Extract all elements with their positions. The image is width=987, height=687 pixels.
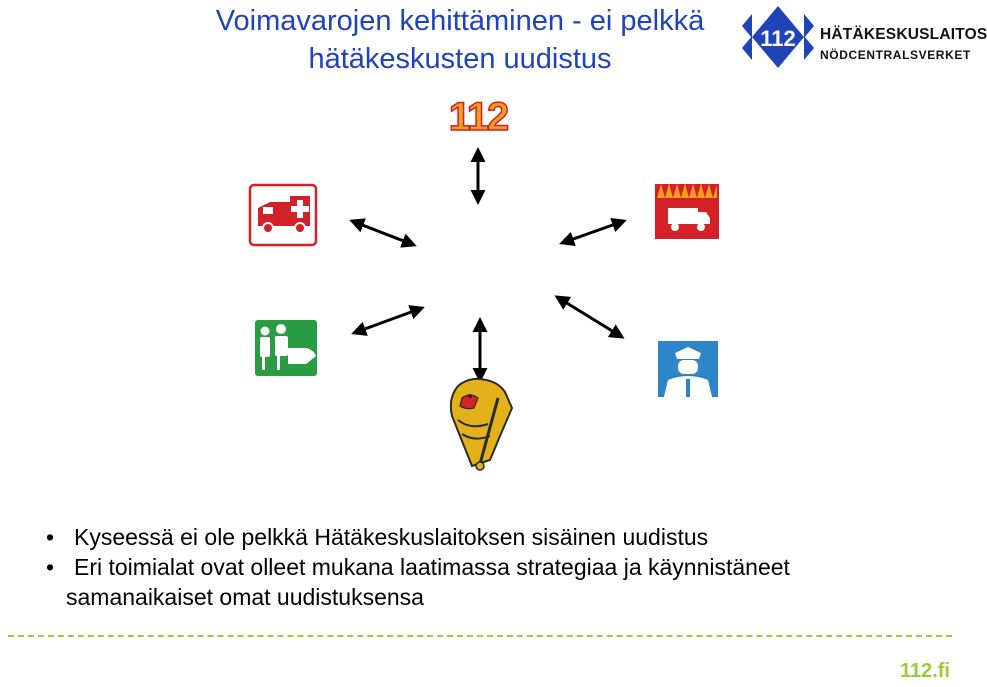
social-services-icon	[255, 320, 317, 376]
bullet-item	[44, 552, 954, 582]
bullet-dot: •	[46, 524, 55, 550]
arrow-fire	[562, 221, 624, 243]
authorities-diagram	[0, 80, 960, 500]
footer-divider	[8, 635, 952, 637]
logo-badge-text: 112	[760, 26, 796, 51]
112-diamond-logo-icon	[738, 4, 818, 70]
connector-arrows	[352, 150, 624, 380]
arrow-police	[557, 297, 622, 337]
slide-title	[160, 2, 760, 78]
border-guard-lion-icon	[451, 379, 512, 470]
bullet-dot: •	[46, 554, 55, 580]
hatakeskuslaitos-logo	[738, 4, 987, 70]
slide-title-line-2: hätäkeskusten uudistus	[308, 43, 612, 75]
bullet-item	[44, 522, 954, 552]
bullet-list	[44, 522, 954, 612]
arrow-social	[354, 308, 422, 333]
center-112-label: 112	[448, 95, 508, 139]
police-icon	[658, 341, 718, 397]
logo-org-name-swedish: NÖDCENTRALSVERKET	[820, 48, 971, 62]
bullet-continuation: samanaikaiset omat uudistuksensa	[66, 584, 424, 610]
ambulance-icon	[250, 185, 316, 245]
fire-truck-icon	[655, 183, 719, 239]
arrow-ambulance	[352, 221, 414, 245]
slide-title-line-1: Voimavarojen kehittäminen - ei pelkkä	[215, 5, 705, 37]
bullet-text: Kyseessä ei ole pelkkä Hätäkeskuslaitoksen sisäinen uudistus	[74, 524, 709, 550]
bullet-text: Eri toimialat ovat olleet mukana laatimassa strategiaa ja käynnistäneet	[74, 554, 790, 580]
logo-org-name: HÄTÄKESKUSLAITOS	[820, 26, 987, 43]
footer-website-link[interactable]: 112.fi	[899, 660, 950, 682]
